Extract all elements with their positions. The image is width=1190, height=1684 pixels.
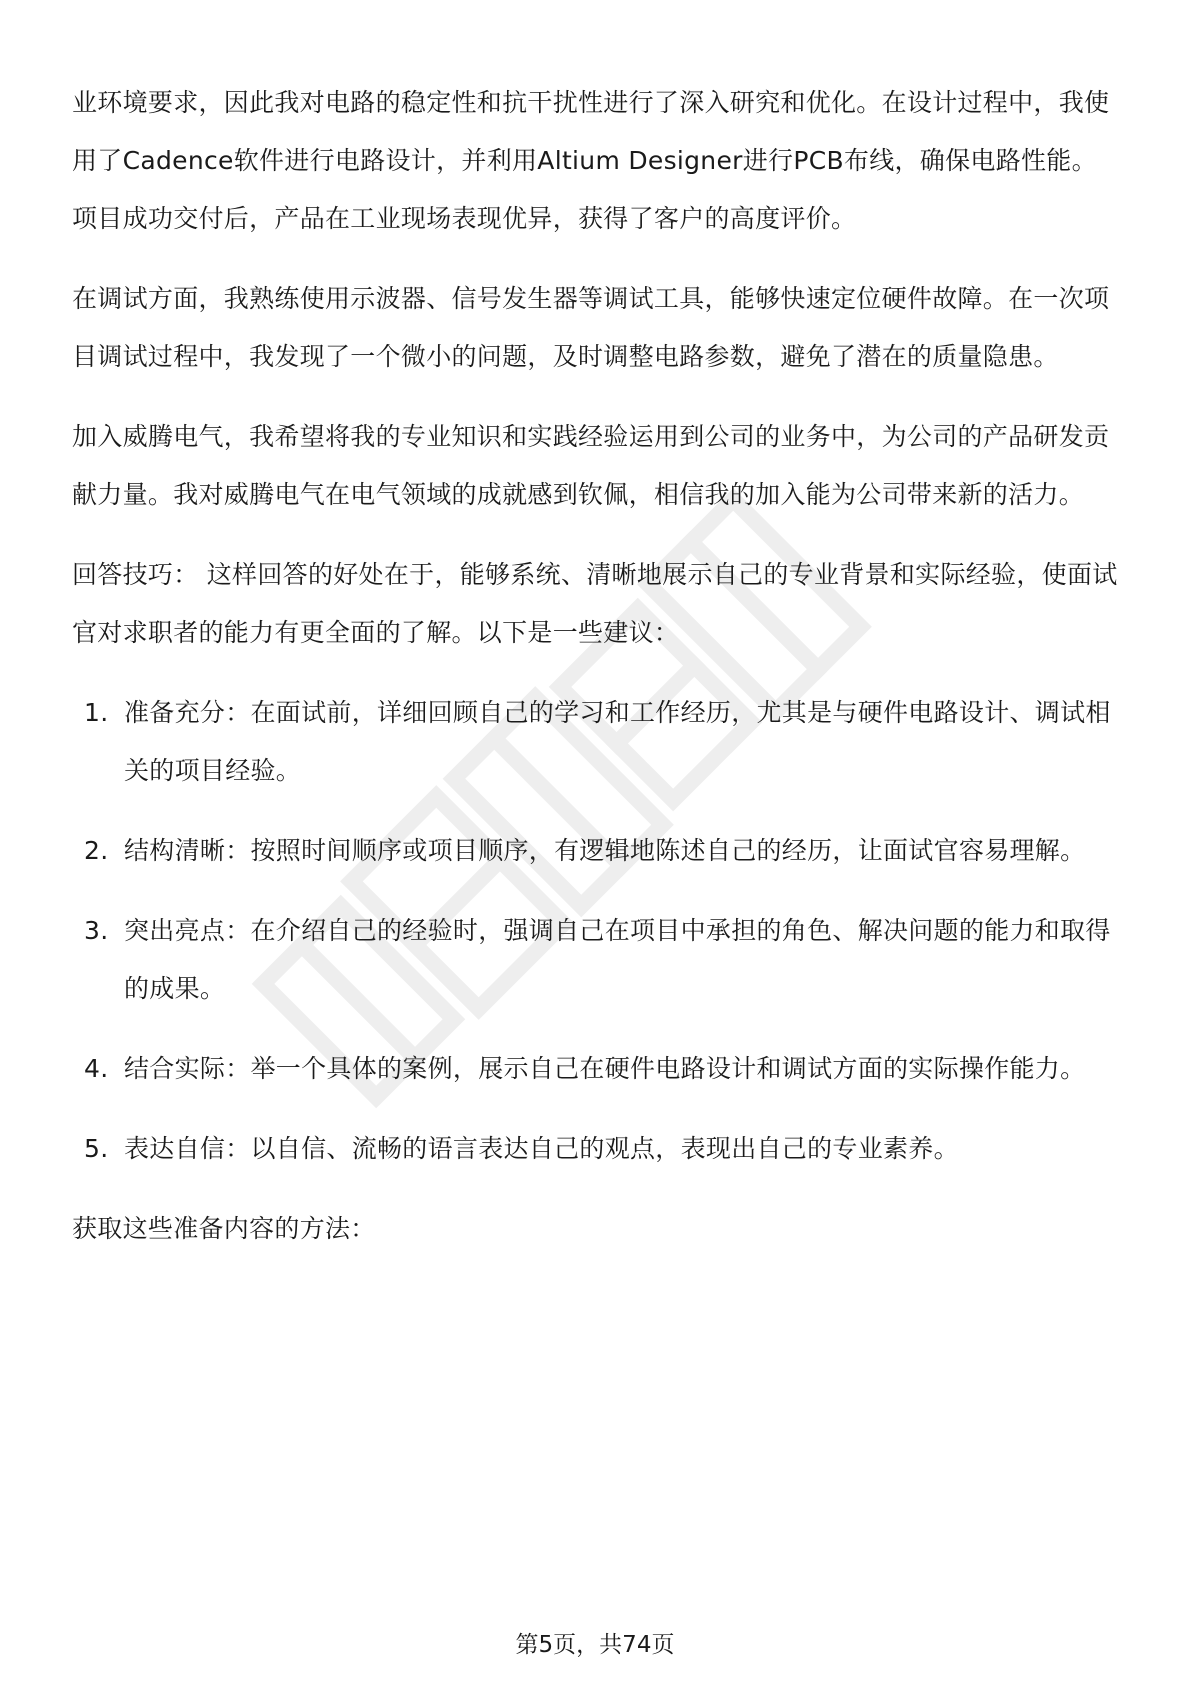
paragraph-project-experience: 业环境要求，因此我对电路的稳定性和抗干扰性进行了深入研究和优化。在设计过程中，我使用了Cadence软件进行电路设计，并利用Altium Designer进行PCB布线，确保电路性能。项目成功交付后，产品在工业现场表现优异，获得了客户的高度评价。 <box>72 88 1110 233</box>
paragraph-debugging: 在调试方面，我熟练使用示波器、信号发生器等调试工具，能够快速定位硬件故障。在一次项目调试过程中，我发现了一个微小的问题，及时调整电路参数，避免了潜在的质量隐患。 <box>72 284 1110 371</box>
list-item-number: 2. <box>84 836 109 865</box>
paragraph-joining-company: 加入威腾电气，我希望将我的专业知识和实践经验运用到公司的业务中，为公司的产品研发贡献力量。我对威腾电气在电气领域的成就感到钦佩，相信我的加入能为公司带来新的活力。 <box>72 422 1110 509</box>
list-item-number: 4. <box>84 1054 109 1083</box>
list-item <box>72 684 1122 800</box>
document-body <box>72 74 1122 1280</box>
list-item-text: 准备充分：在面试前，详细回顾自己的学习和工作经历，尤其是与硬件电路设计、调试相关的项目经验。 <box>124 698 1111 785</box>
list-item-number: 1. <box>84 698 109 727</box>
tips-list <box>72 684 1122 1178</box>
list-item-number: 5. <box>84 1134 109 1163</box>
list-item <box>72 1120 1122 1178</box>
paragraph-answer-tips: 回答技巧： 这样回答的好处在于，能够系统、清晰地展示自己的专业背景和实际经验，使面试官对求职者的能力有更全面的了解。以下是一些建议： <box>72 560 1118 647</box>
list-item-number: 3. <box>84 916 109 945</box>
list-item <box>72 822 1122 880</box>
list-item-text: 表达自信：以自信、流畅的语言表达自己的观点，表现出自己的专业素养。 <box>124 1134 959 1163</box>
list-item-text: 结构清晰：按照时间顺序或项目顺序，有逻辑地陈述自己的经历，让面试官容易理解。 <box>124 836 1086 865</box>
page-number-footer: 第5页，共74页 <box>515 1632 675 1658</box>
list-item-text: 突出亮点：在介绍自己的经验时，强调自己在项目中承担的角色、解决问题的能力和取得的成果。 <box>124 916 1111 1003</box>
list-item <box>72 1040 1122 1098</box>
paragraph-closing: 获取这些准备内容的方法： <box>72 1214 376 1243</box>
list-item-text: 结合实际：举一个具体的案例，展示自己在硬件电路设计和调试方面的实际操作能力。 <box>124 1054 1086 1083</box>
list-item <box>72 902 1122 1018</box>
